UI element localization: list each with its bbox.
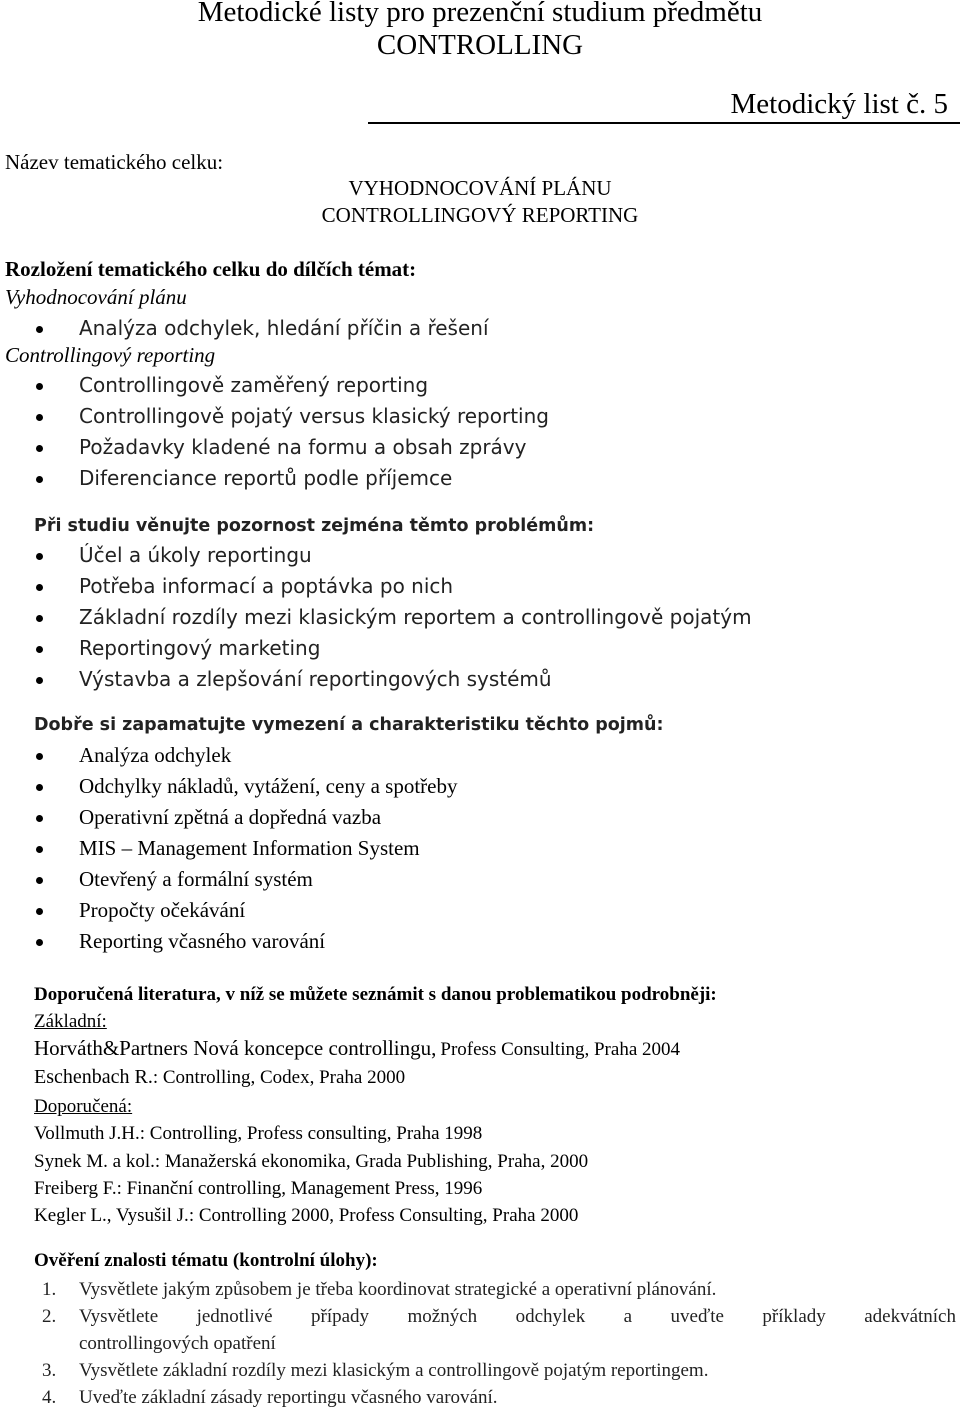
list-item	[34, 864, 457, 895]
list-item-text: Vysvětlete jednotlivé případy možných odchylek a uveďte příklady adekvátních	[79, 1306, 956, 1327]
topic-name-line2: CONTROLLINGOVÝ REPORTING	[321, 203, 639, 227]
literature-author: Horváth&Partners Nová koncepce controllingu,	[34, 1036, 437, 1060]
literature-entry	[34, 1205, 578, 1227]
list-item	[34, 401, 549, 432]
list-item	[34, 463, 549, 494]
list-item	[34, 833, 457, 864]
bullet-icon	[36, 383, 43, 390]
literature-heading: Doporučená literatura, v níž se můžete seznámit s danou problematikou podrobněji:	[34, 984, 717, 1005]
list-item	[34, 740, 457, 771]
list-item	[34, 370, 549, 401]
list-item	[34, 1276, 956, 1303]
list-item-text: Odchylky nákladů, vytážení, ceny a spotřeby	[79, 774, 458, 798]
literature-author: Kegler L., Vysušil J.	[34, 1205, 189, 1226]
list-item-text: Otevřený a formální systém	[79, 867, 313, 891]
bullet-icon	[36, 584, 43, 591]
list-item-text: Operativní zpětná a dopředná vazba	[79, 805, 382, 829]
verification-list	[34, 1276, 956, 1411]
group2-list	[34, 370, 549, 494]
literature-basic-label: Základní:	[34, 1011, 107, 1032]
list-item-text: Uveďte základní zásady reportingu včasného varování.	[79, 1387, 498, 1408]
list-item-text: Analýza odchylek	[79, 743, 232, 767]
list-item-text: Reporting včasného varování	[79, 929, 326, 953]
group2-title: Controllingový reporting	[5, 343, 216, 367]
bullet-icon	[36, 615, 43, 622]
bullet-icon	[36, 939, 43, 946]
list-item-number: 1.	[42, 1279, 57, 1300]
bullet-icon	[36, 553, 43, 560]
list-item-text: Účel a úkoly reportingu	[79, 543, 312, 567]
sheet-label: Metodický list č. 5	[730, 88, 948, 120]
literature-entry	[34, 1178, 482, 1200]
literature-details: : Finanční controlling, Management Press, 1996	[116, 1178, 483, 1199]
list-item-text-continued: controllingových opatření	[79, 1333, 276, 1354]
literature-details: : Controlling, Profess consulting, Praha 1998	[139, 1123, 483, 1144]
list-item-text: Základní rozdíly mezi klasickým reportem a controllingově pojatým	[79, 605, 752, 629]
page-title-line1: Metodické listy pro prezenční studium předmětu	[197, 0, 763, 28]
bullet-icon	[36, 753, 43, 760]
list-item-number: 2.	[42, 1306, 57, 1327]
list-item	[34, 1303, 956, 1357]
list-item-number: 3.	[42, 1360, 57, 1381]
list-item	[34, 313, 489, 344]
bullet-icon	[36, 846, 43, 853]
list-item-number: 4.	[42, 1387, 57, 1408]
list-item-text: MIS – Management Information System	[79, 836, 420, 860]
literature-author: Synek M. a kol.	[34, 1151, 155, 1172]
group1-list	[34, 313, 489, 344]
list-item	[34, 895, 457, 926]
bullet-icon	[36, 677, 43, 684]
list-item	[34, 926, 457, 957]
topic-label: Název tematického celku:	[5, 150, 224, 174]
concepts-list	[34, 740, 457, 957]
literature-details: Profess Consulting, Praha 2004	[440, 1039, 680, 1060]
literature-details: : Manažerská ekonomika, Grada Publishing, Praha, 2000	[154, 1151, 589, 1172]
list-item-text: Potřeba informací a poptávka po nich	[79, 574, 454, 598]
list-item-text: Controllingově zaměřený reporting	[79, 373, 429, 397]
literature-author: Vollmuth J.H.	[34, 1123, 140, 1144]
literature-recommended-label: Doporučená:	[34, 1096, 133, 1117]
concepts-heading: Dobře si zapamatujte vymezení a charakteristiku těchto pojmů:	[34, 715, 664, 735]
bullet-icon	[36, 414, 43, 421]
list-item-text: Reportingový marketing	[79, 636, 321, 660]
verification-heading: Ověření znalosti tématu (kontrolní úlohy):	[34, 1250, 378, 1271]
bullet-icon	[36, 877, 43, 884]
group1-title: Vyhodnocování plánu	[5, 285, 187, 309]
list-item-text: Výstavba a zlepšování reportingových systémů	[79, 667, 552, 691]
literature-entry	[34, 1151, 588, 1173]
list-item	[34, 1357, 956, 1384]
list-item	[34, 1384, 956, 1411]
bullet-icon	[36, 445, 43, 452]
list-item-text: Diferenciance reportů podle příjemce	[79, 466, 453, 490]
literature-author: Freiberg F.	[34, 1178, 117, 1199]
list-item-text: Vysvětlete základní rozdíly mezi klasickým a controllingově pojatým reportingem.	[79, 1360, 709, 1381]
literature-details: : Controlling 2000, Profess Consulting, Praha 2000	[188, 1205, 579, 1226]
list-item-text: Analýza odchylek, hledání příčin a řešení	[79, 316, 489, 340]
list-item	[34, 571, 752, 602]
list-item	[34, 802, 457, 833]
list-item	[34, 771, 457, 802]
bullet-icon	[36, 784, 43, 791]
literature-entry	[34, 1066, 405, 1089]
header-divider	[368, 122, 960, 124]
breakdown-heading: Rozložení tematického celku do dílčích témat:	[5, 257, 417, 281]
list-item-text: Požadavky kladené na formu a obsah zprávy	[79, 435, 527, 459]
list-item	[34, 432, 549, 463]
topic-name-line1: VYHODNOCOVÁNÍ PLÁNU	[348, 176, 612, 200]
list-item	[34, 664, 752, 695]
page-title-line2: CONTROLLING	[376, 29, 584, 61]
list-item-text: Controllingově pojatý versus klasický reporting	[79, 404, 549, 428]
list-item-text: Vysvětlete jakým způsobem je třeba koordinovat strategické a operativní plánování.	[79, 1279, 717, 1300]
list-item-text: Propočty očekávání	[79, 898, 246, 922]
literature-entry	[34, 1123, 482, 1145]
bullet-icon	[36, 646, 43, 653]
list-item	[34, 633, 752, 664]
literature-author: Eschenbach R.	[34, 1066, 153, 1088]
focus-heading: Při studiu věnujte pozornost zejména těmto problémům:	[34, 516, 595, 536]
bullet-icon	[36, 476, 43, 483]
literature-details: : Controlling, Codex, Praha 2000	[152, 1067, 406, 1088]
bullet-icon	[36, 815, 43, 822]
focus-list	[34, 540, 752, 695]
literature-entry	[34, 1036, 680, 1061]
bullet-icon	[36, 908, 43, 915]
bullet-icon	[36, 326, 43, 333]
list-item	[34, 602, 752, 633]
list-item	[34, 540, 752, 571]
